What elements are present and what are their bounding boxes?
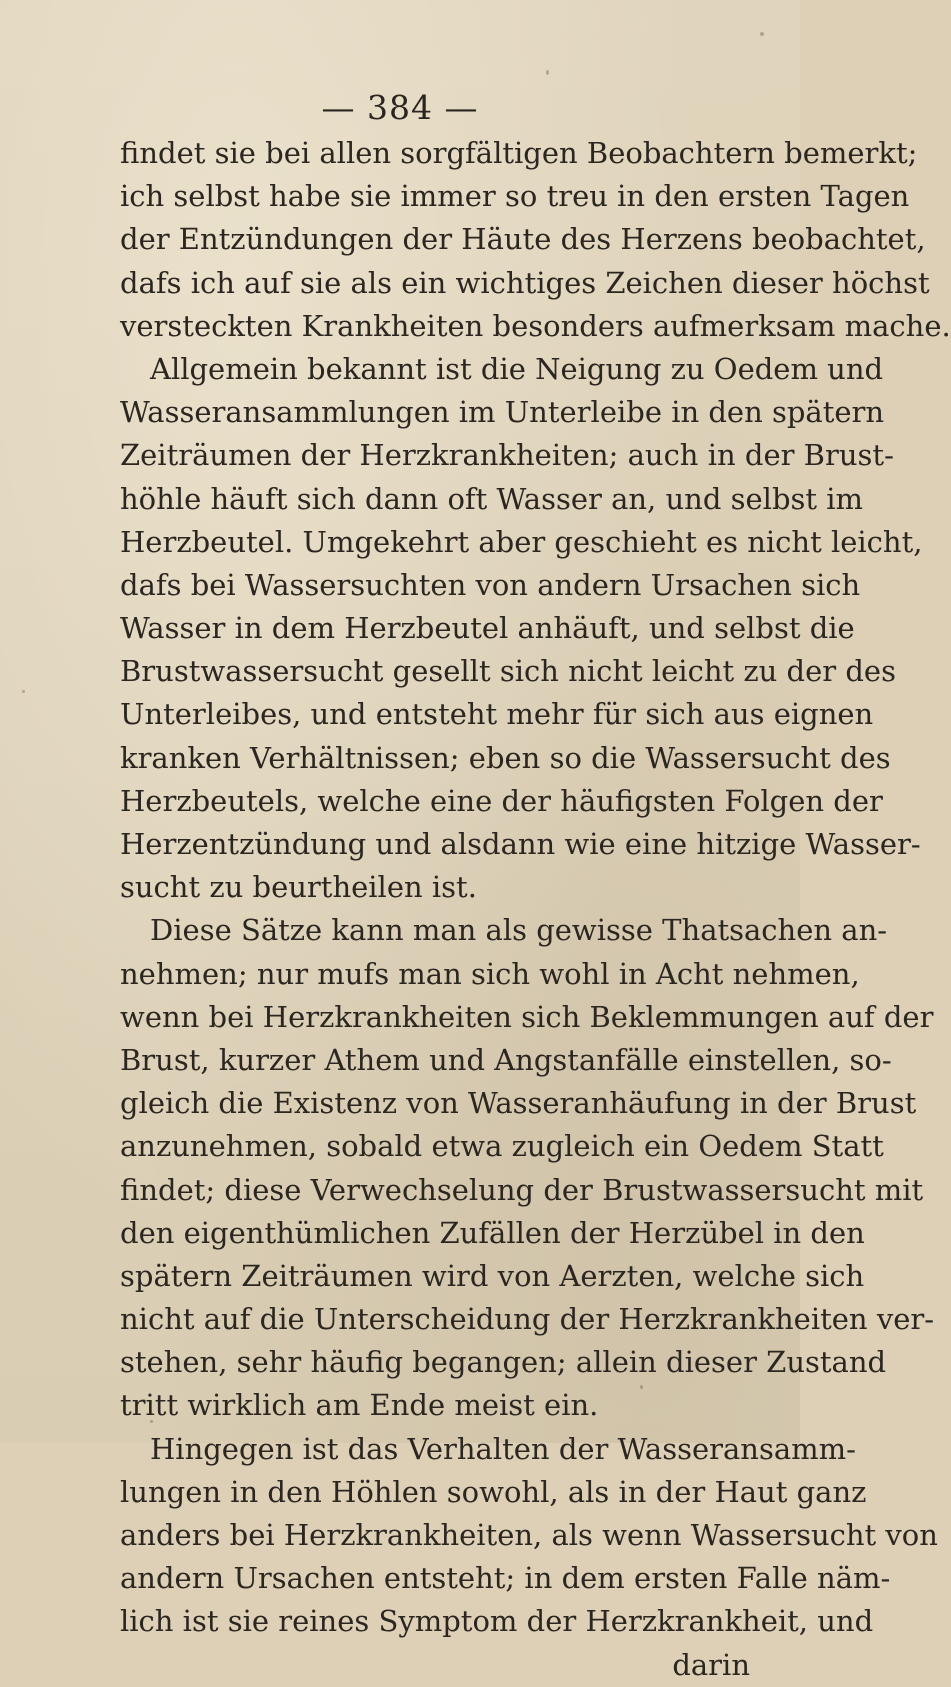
text-line: Unterleibes, und entsteht mehr für sich aus eignen	[120, 697, 874, 732]
text-line: den eigenthümlichen Zufällen der Herzübel in den	[120, 1215, 865, 1250]
paper-speck	[546, 70, 549, 75]
text-line: lungen in den Höhlen sowohl, als in der Haut ganz	[120, 1474, 867, 1509]
text-line: Diese Sätze kann man als gewisse Thatsachen an-	[150, 913, 888, 948]
text-line: stehen, sehr häufig begangen; allein dieser Zustand	[120, 1345, 887, 1380]
text-line: spätern Zeiträumen wird von Aerzten, welche sich	[120, 1258, 865, 1293]
text-line: Herzentzündung und alsdann wie eine hitzige Wasser-	[120, 827, 921, 861]
text-line: findet sie bei allen sorgfältigen Beobachtern bemerkt;	[120, 136, 918, 170]
text-line: Wasseransammlungen im Unterleibe in den spätern	[120, 395, 885, 430]
text-line: dafs ich auf sie als ein wichtiges Zeichen dieser höchst	[120, 265, 930, 300]
text-line: ich selbst habe sie immer so treu in den ersten Tagen	[120, 179, 910, 214]
paper-speck	[640, 1385, 643, 1389]
paper-speck	[150, 1420, 153, 1423]
text-line: versteckten Krankheiten besonders aufmerksam mache.	[120, 308, 951, 343]
paper-speck	[760, 32, 764, 36]
page-number: — 384 —	[321, 88, 479, 127]
text-line: tritt wirklich am Ende meist ein.	[120, 1388, 599, 1423]
text-line: andern Ursachen entsteht; in dem ersten Falle näm-	[120, 1561, 891, 1596]
text-line: nicht auf die Unterscheidung der Herzkrankheiten ver-	[120, 1302, 935, 1337]
text-line: Hingegen ist das Verhalten der Wasseransamm-	[150, 1431, 856, 1466]
text-line: höhle häuft sich dann oft Wasser an, und selbst im	[120, 481, 864, 516]
catchword: darin	[672, 1647, 750, 1682]
text-line: der Entzündungen der Häute des Herzens beobachtet,	[120, 222, 926, 257]
text-line: Herzbeutels, welche eine der häufigsten Folgen der	[120, 783, 883, 818]
text-line: anzunehmen, sobald etwa zugleich ein Oedem Statt	[120, 1129, 884, 1164]
text-line: kranken Verhältnissen; eben so die Wassersucht des	[120, 740, 891, 775]
text-line: Zeiträumen der Herzkrankheiten; auch in der Brust-	[120, 438, 894, 473]
text-line: Wasser in dem Herzbeutel anhäuft, und selbst die	[120, 611, 855, 646]
text-line: Herzbeutel. Umgekehrt aber geschieht es nicht leicht,	[120, 524, 923, 559]
text-line: sucht zu beurtheilen ist.	[120, 870, 477, 905]
text-line: dafs bei Wassersuchten von andern Ursachen sich	[120, 567, 861, 602]
text-line: Brustwassersucht gesellt sich nicht leicht zu der des	[120, 654, 896, 689]
text-line: wenn bei Herzkrankheiten sich Beklemmungen auf der	[120, 999, 934, 1034]
text-line: nehmen; nur mufs man sich wohl in Acht nehmen,	[120, 956, 860, 991]
text-line: Allgemein bekannt ist die Neigung zu Oedem und	[150, 351, 884, 386]
text-line: gleich die Existenz von Wasseranhäufung in der Brust	[120, 1086, 917, 1121]
body-text	[120, 132, 951, 1687]
paper-speck	[22, 690, 25, 693]
text-line: findet; diese Verwechselung der Brustwassersucht mit	[120, 1172, 924, 1207]
text-line: Brust, kurzer Athem und Angstanfälle einstellen, so-	[120, 1042, 892, 1077]
text-line: anders bei Herzkrankheiten, als wenn Wassersucht von	[120, 1518, 938, 1552]
text-line: lich ist sie reines Symptom der Herzkrankheit, und	[120, 1604, 874, 1639]
